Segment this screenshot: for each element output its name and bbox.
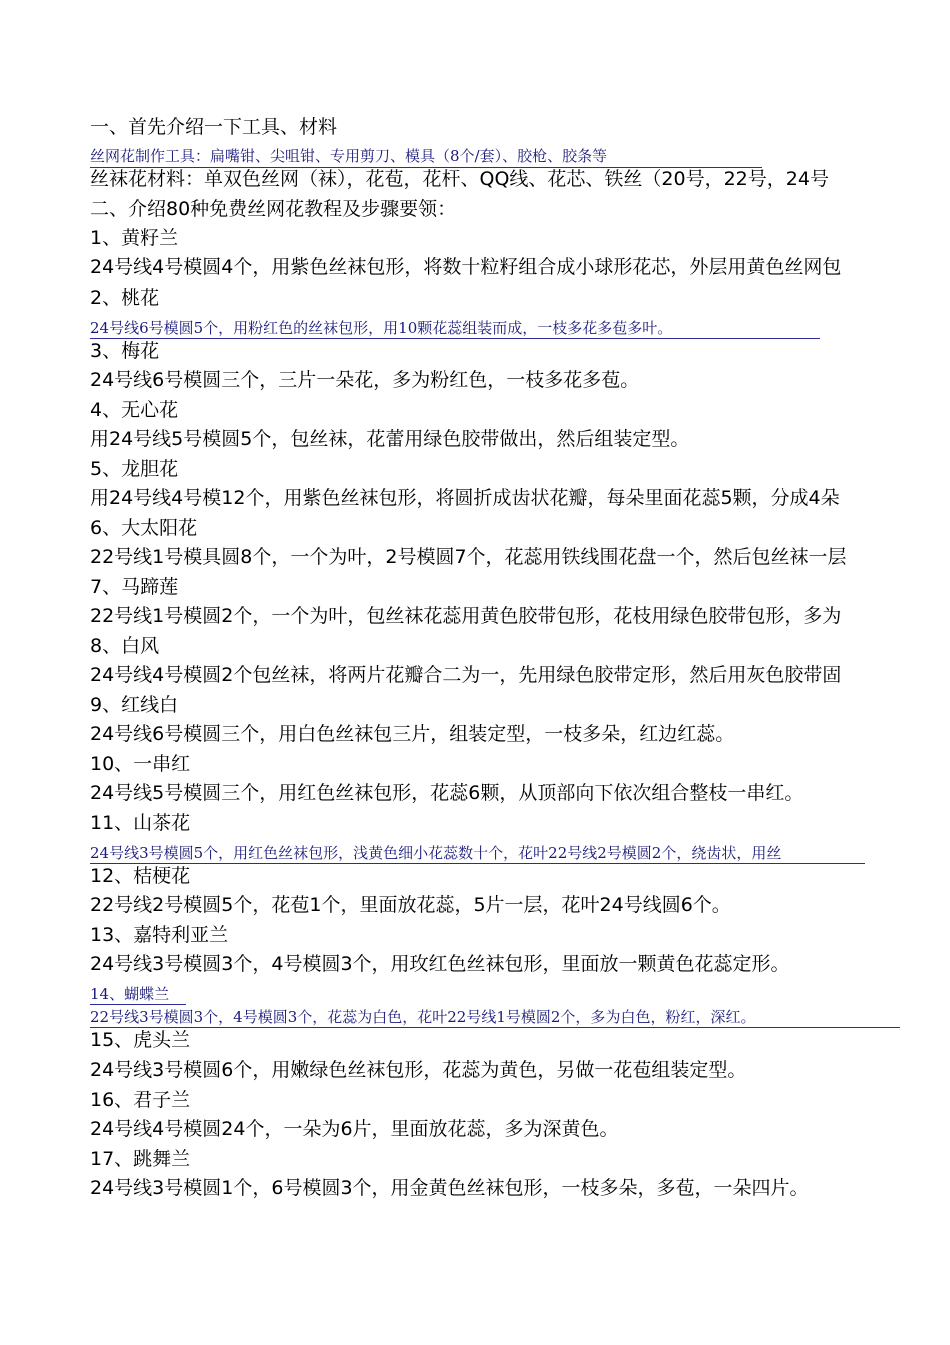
item-description: 24号线6号模圆三个，用白色丝袜包三片，组装定型，一枝多朵，红边红蕊。 (90, 723, 735, 745)
item-title: 1、黄籽兰 (90, 227, 179, 249)
underline (90, 338, 820, 339)
item-title: 14、蝴蝶兰 (90, 985, 170, 1003)
item-title: 4、无心花 (90, 399, 179, 421)
tools-line: 丝网花制作工具：扁嘴钳、尖咀钳、专用剪刀、模具（8个/套）、胶枪、胶条等 (90, 147, 608, 165)
item-title: 7、马蹄莲 (90, 576, 179, 598)
item-description: 24号线3号模圆1个，6号模圆3个，用金黄色丝袜包形，一枝多朵，多苞，一朵四片。 (90, 1177, 809, 1199)
underline (90, 863, 865, 864)
item-title: 11、山茶花 (90, 812, 191, 834)
item-title: 12、桔梗花 (90, 865, 191, 887)
item-title: 2、桃花 (90, 287, 160, 309)
item-title: 8、白风 (90, 635, 160, 657)
item-description: 24号线6号模圆5个，用粉红色的丝袜包形，用10颗花蕊组装而成，一枝多花多苞多叶。 (90, 319, 673, 337)
item-description: 用24号线5号模圆5个，包丝袜，花蕾用绿色胶带做出，然后组装定型。 (90, 428, 690, 450)
underline (90, 1027, 900, 1028)
item-description: 22号线1号模具圆8个，一个为叶，2号模圆7个，花蕊用铁线围花盘一个，然后包丝袜一层 (90, 546, 847, 568)
item-title: 6、大太阳花 (90, 517, 198, 539)
item-title: 16、君子兰 (90, 1089, 191, 1111)
item-description: 24号线3号模圆5个，用红色丝袜包形，浅黄色细小花蕊数十个，花叶22号线2号模圆2个，绕齿状，用丝 (90, 844, 782, 862)
item-title: 5、龙胆花 (90, 458, 179, 480)
item-description: 24号线4号模圆4个，用紫色丝袜包形，将数十粒籽组合成小球形花芯，外层用黄色丝网包 (90, 256, 842, 278)
item-title: 9、红线白 (90, 694, 179, 716)
item-description: 24号线4号模圆2个包丝袜，将两片花瓣合二为一，先用绿色胶带定形，然后用灰色胶带固 (90, 664, 842, 686)
materials-line: 丝袜花材料：单双色丝网（袜），花苞，花杆、QQ线、花芯、铁丝（20号，22号，24号 (90, 168, 829, 190)
item-title: 17、跳舞兰 (90, 1148, 191, 1170)
item-description: 24号线3号模圆3个，4号模圆3个，用玫红色丝袜包形，里面放一颗黄色花蕊定形。 (90, 953, 790, 975)
item-title: 3、梅花 (90, 340, 160, 362)
item-title: 15、虎头兰 (90, 1029, 191, 1051)
item-title: 10、一串红 (90, 753, 191, 775)
item-description: 24号线3号模圆6个，用嫩绿色丝袜包形，花蕊为黄色，另做一花苞组装定型。 (90, 1059, 747, 1081)
item-description: 24号线6号模圆三个，三片一朵花，多为粉红色，一枝多花多苞。 (90, 369, 640, 391)
item-description: 24号线5号模圆三个，用红色丝袜包形，花蕊6颗，从顶部向下依次组合整枝一串红。 (90, 782, 804, 804)
item-description: 22号线1号模圆2个，一个为叶，包丝袜花蕊用黄色胶带包形，花枝用绿色胶带包形，多为 (90, 605, 842, 627)
underline (90, 1004, 186, 1005)
item-description: 24号线4号模圆24个，一朵为6片，里面放花蕊，多为深黄色。 (90, 1118, 619, 1140)
section-heading-tutorials: 二、介绍80种免费丝网花教程及步骤要领： (90, 198, 457, 220)
item-description: 22号线2号模圆5个，花苞1个，里面放花蕊，5片一层，花叶24号线圆6个。 (90, 894, 731, 916)
item-description: 22号线3号模圆3个，4号模圆3个，花蕊为白色，花叶22号线1号模圆2个，多为白色，粉红，深红。 (90, 1008, 756, 1026)
section-heading-tools: 一、首先介绍一下工具、材料 (90, 116, 338, 138)
item-description: 用24号线4号模12个，用紫色丝袜包形，将圆折成齿状花瓣，每朵里面花蕊5颗，分成4朵 (90, 487, 840, 509)
item-title: 13、嘉特利亚兰 (90, 924, 229, 946)
